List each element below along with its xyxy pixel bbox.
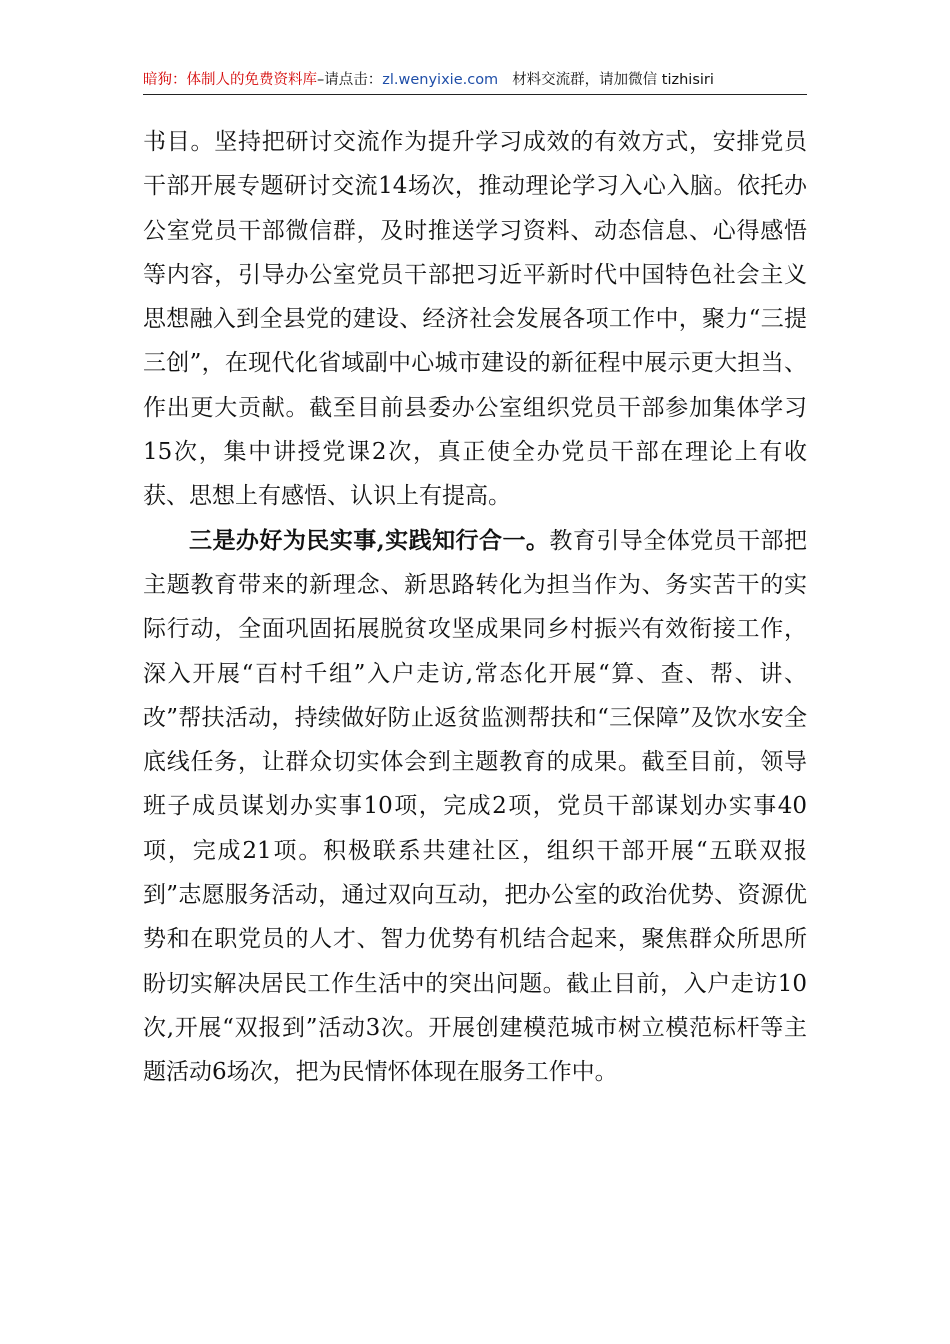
paragraph-1: 书目。坚持把研讨交流作为提升学习成效的有效方式，安排党员干部开展专题研讨交流14场次，推动理论学习入心入脑。依托办公室党员干部微信群，及时推送学习资料、动态信息、心得感悟等内容，引导办公室党员干部把习近平新时代中国特色社会主义思想融入到全县党的建设、经济社会发展各项工作中，聚力“三提三创”，在现代化省域副中心城市建设的新征程中展示更大担当、作出更大贡献。截至目前县委办公室组织党员干部参加集体学习15次，集中讲授党课2次，真正使全办党员干部在理论上有收获、思想上有感悟、认识上有提高。 xyxy=(143,129,807,510)
header-link-prompt: –请点击： xyxy=(317,72,383,88)
header-brand: 暗狗：体制人的免费资料库 xyxy=(143,72,317,88)
paragraph-2 xyxy=(143,519,807,1095)
document-body xyxy=(143,120,807,1095)
page-header xyxy=(143,66,807,95)
paragraph-2-lead: 三是办好为民实事,实践知行合一。 xyxy=(189,526,550,554)
header-link[interactable]: zl.wenyixie.com xyxy=(382,72,499,88)
paragraph-2-text: 教育引导全体党员干部把主题教育带来的新理念、新思路转化为担当作为、务实苦干的实际行动，全面巩固拓展脱贫攻坚成果同乡村振兴有效衔接工作，深入开展“百村千组”入户走访,常态化开展“算、查、帮、讲、改”帮扶活动，持续做好防止返贫监测帮扶和“三保障”及饮水安全底线任务，让群众切实体会到主题教育的成果。截至目前，领导班子成员谋划办实事10项，完成2项，党员干部谋划办实事40项，完成21项。积极联系共建社区，组织干部开展“五联双报到”志愿服务活动，通过双向互动，把办公室的政治优势、资源优势和在职党员的人才、智力优势有机结合起来，聚焦群众所思所盼切实解决居民工作生活中的突出问题。截止目前，入户走访10次,开展“双报到”活动3次。开展创建模范城市树立模范标杆等主题活动6场次，把为民情怀体现在服务工作中。 xyxy=(143,527,807,1086)
header-contact: 材料交流群，请加微信 tizhisiri xyxy=(512,72,714,88)
